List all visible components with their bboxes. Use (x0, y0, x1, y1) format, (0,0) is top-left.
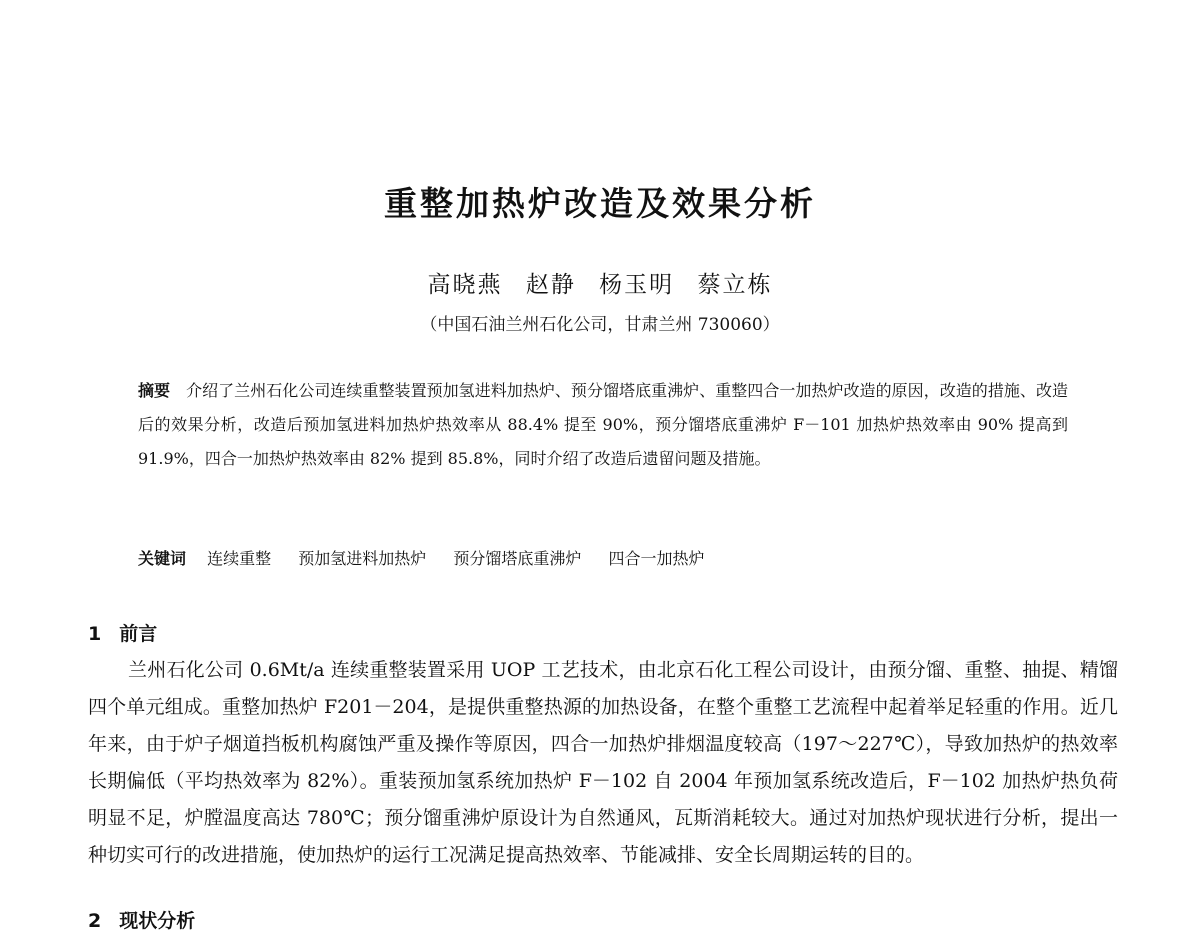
affiliation: （中国石油兰州石化公司，甘肃兰州 730060） (420, 315, 780, 335)
keyword-item: 四合一加热炉 (608, 549, 705, 568)
keyword-item: 连续重整 (207, 549, 272, 568)
section-1-heading (88, 619, 157, 646)
keywords-label: 关键词 (138, 549, 187, 568)
section-1-number: 1 (88, 623, 102, 645)
abstract-label: 摘要 (138, 381, 171, 400)
authors: 高晓燕 赵静 杨玉明 蔡立栋 (427, 272, 773, 298)
abstract (138, 374, 1068, 476)
abstract-text: 介绍了兰州石化公司连续重整装置预加氢进料加热炉、预分馏塔底重沸炉、重整四合一加热炉改造的原因，改造的措施、改造后的效果分析，改造后预加氢进料加热炉热效率从 88.4% 提至 90%，预分馏塔底重沸炉 F－101 加热炉热效率由 90% 提高到 91.9%，四合一加热炉热效率由 82% 提到 85.8%，同时介绍了改造后遗留问题及措施。 (138, 381, 1068, 468)
paper-title: 重整加热炉改造及效果分析 (384, 184, 816, 223)
section-1-title: 前言 (119, 623, 158, 645)
keyword-item: 预加氢进料加热炉 (298, 549, 427, 568)
section-2-number: 2 (88, 910, 102, 932)
section-2-title: 现状分析 (119, 910, 196, 932)
keyword-item: 预分馏塔底重沸炉 (453, 549, 582, 568)
keywords (138, 546, 1068, 569)
section-1-paragraph: 兰州石化公司 0.6Mt/a 连续重整装置采用 UOP 工艺技术，由北京石化工程公司设计，由预分馏、重整、抽提、精馏四个单元组成。重整加热炉 F201－204，是提供重整热源的加热设备，在整个重整工艺流程中起着举足轻重的作用。近几年来，由于炉子烟道挡板机构腐蚀严重及操作等原因，四合一加热炉排烟温度较高（197～227℃），导致加热炉的热效率长期偏低（平均热效率为 82%）。重装预加氢系统加热炉 F－102 自 2004 年预加氢系统改造后，F－102 加热炉热负荷明显不足，炉膛温度高达 780℃；预分馏重沸炉原设计为自然通风，瓦斯消耗较大。通过对加热炉现状进行分析，提出一种切实可行的改进措施，使加热炉的运行工况满足提高热效率、节能减排、安全长周期运转的目的。 (88, 659, 1118, 866)
